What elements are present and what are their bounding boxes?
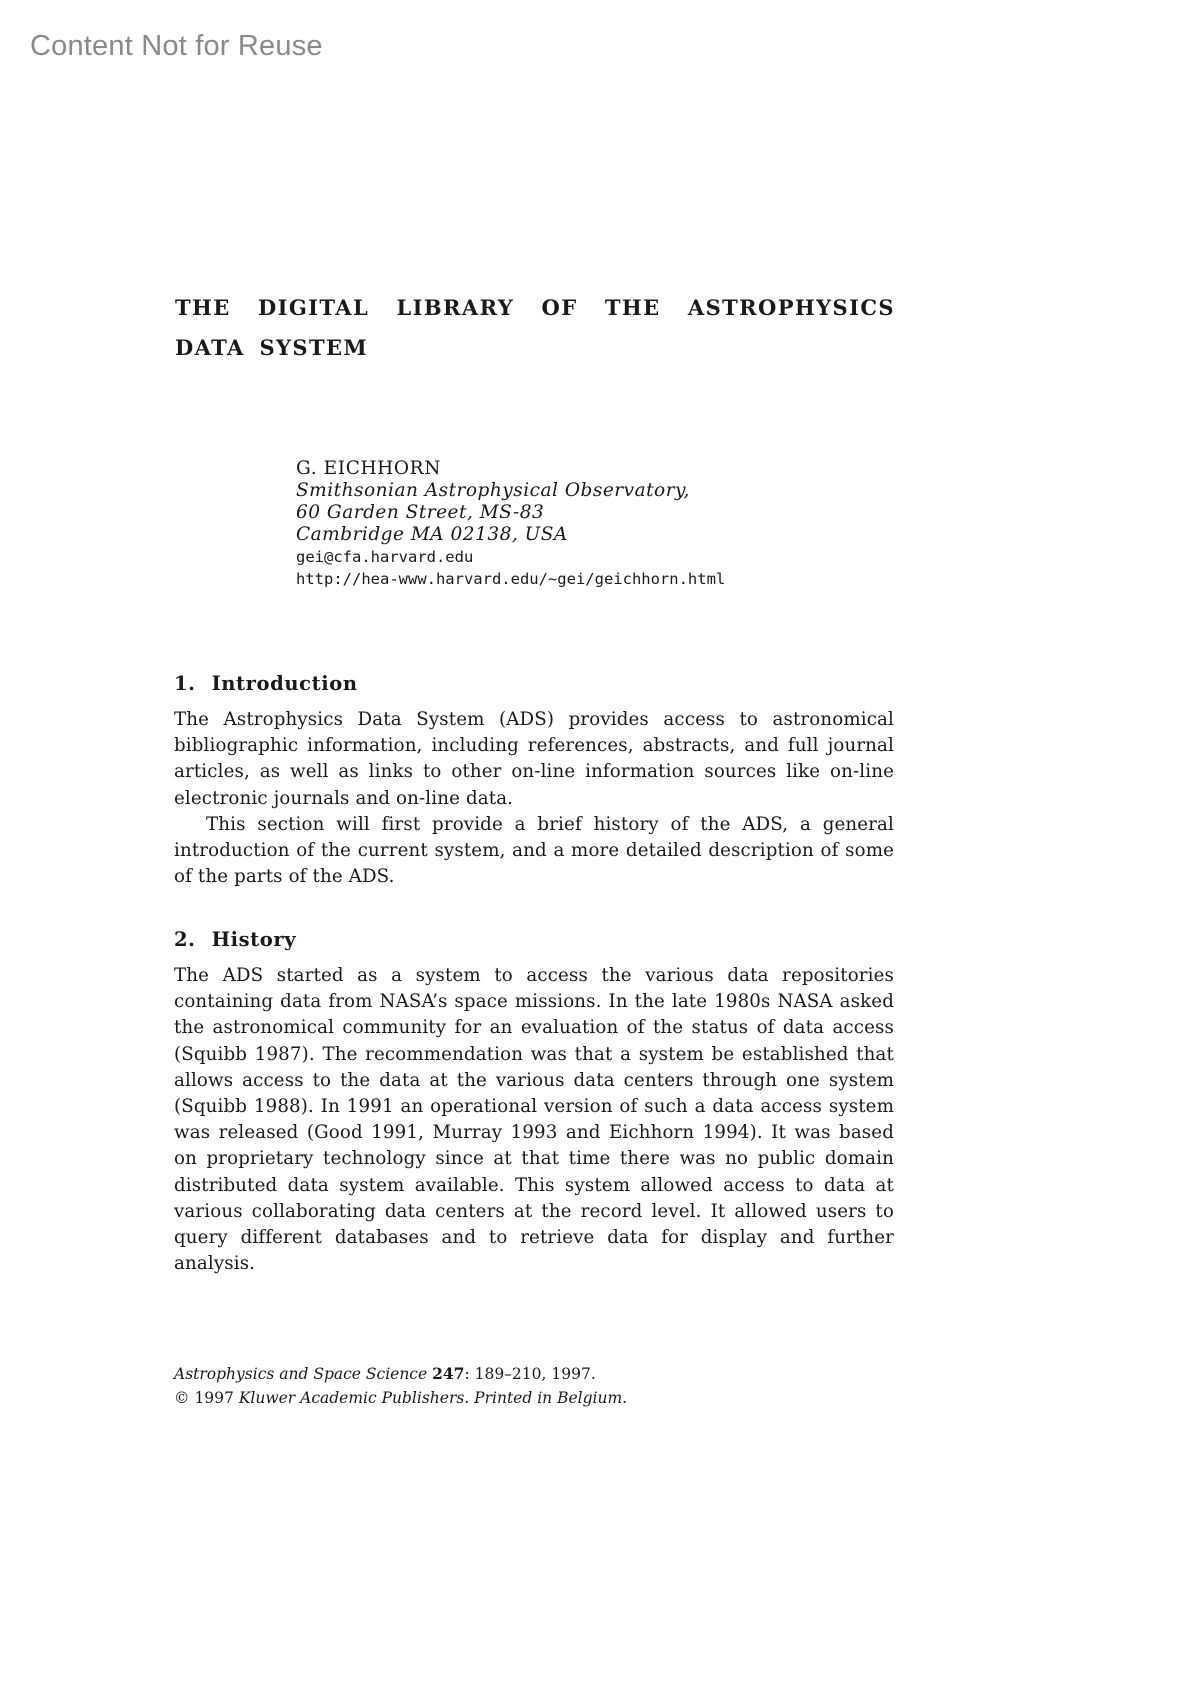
copyright-year: 1997 bbox=[194, 1389, 234, 1407]
journal-name: Astrophysics and Space Science bbox=[174, 1365, 428, 1383]
author-url: http://hea-www.harvard.edu/~gei/geichhorn.html bbox=[296, 570, 726, 588]
copyright-line bbox=[174, 1386, 894, 1410]
author-email: gei@cfa.harvard.edu bbox=[296, 548, 474, 566]
author-name: G. EICHHORN bbox=[296, 458, 441, 479]
affiliation-line-3: Cambridge MA 02138, USA bbox=[296, 524, 568, 545]
section-title: Introduction bbox=[211, 672, 358, 695]
paragraph: The ADS started as a system to access the various data repositories containing data from NASA’s space missions. In the late 1980s NASA asked the astronomical community for an evaluation of the status of data access (Squibb 1987). The recommendation was that a system be established that allows access to the data at the various data centers through one system (Squibb 1988). In 1991 an operational version of such a data access system was released (Good 1991, Murray 1993 and Eichhorn 1994). It was based on proprietary technology since at that time there was no public domain distributed data system available. This system allowed access to data at various collaborating data centers at the record level. It allowed users to query different databases and to retrieve data for display and further analysis. bbox=[174, 965, 894, 1275]
affiliation-line-2: 60 Garden Street, MS-83 bbox=[296, 502, 545, 523]
section-title: History bbox=[211, 928, 297, 951]
paragraph: The Astrophysics Data System (ADS) provides access to astronomical bibliographic information, including references, abstracts, and full journal articles, as well as links to other on-line information sources like on-line electronic journals and on-line data. bbox=[174, 709, 894, 809]
paper-title: THE DIGITAL LIBRARY OF THE ASTROPHYSICS DATA SYSTEM bbox=[175, 295, 895, 360]
section-history bbox=[174, 928, 894, 1277]
paragraph: This section will first provide a brief history of the ADS, a general introduction of the current system, and a more detailed description of some of the parts of the ADS. bbox=[174, 813, 894, 888]
publisher-line: Kluwer Academic Publishers. Printed in Belgium. bbox=[238, 1389, 628, 1407]
section-number: 1. bbox=[174, 672, 196, 695]
affiliation-line-1: Smithsonian Astrophysical Observatory, bbox=[296, 480, 690, 501]
author-block bbox=[296, 458, 896, 590]
copyright-icon: © bbox=[174, 1389, 190, 1407]
watermark-text: Content Not for Reuse bbox=[30, 30, 323, 62]
section-introduction bbox=[174, 672, 894, 890]
journal-volume: 247 bbox=[432, 1364, 465, 1383]
section-number: 2. bbox=[174, 928, 196, 951]
citation-line bbox=[174, 1362, 894, 1386]
section-heading bbox=[174, 672, 894, 695]
journal-pages-year: : 189–210, 1997. bbox=[464, 1365, 596, 1383]
publication-footer bbox=[174, 1362, 894, 1410]
section-heading bbox=[174, 928, 894, 951]
